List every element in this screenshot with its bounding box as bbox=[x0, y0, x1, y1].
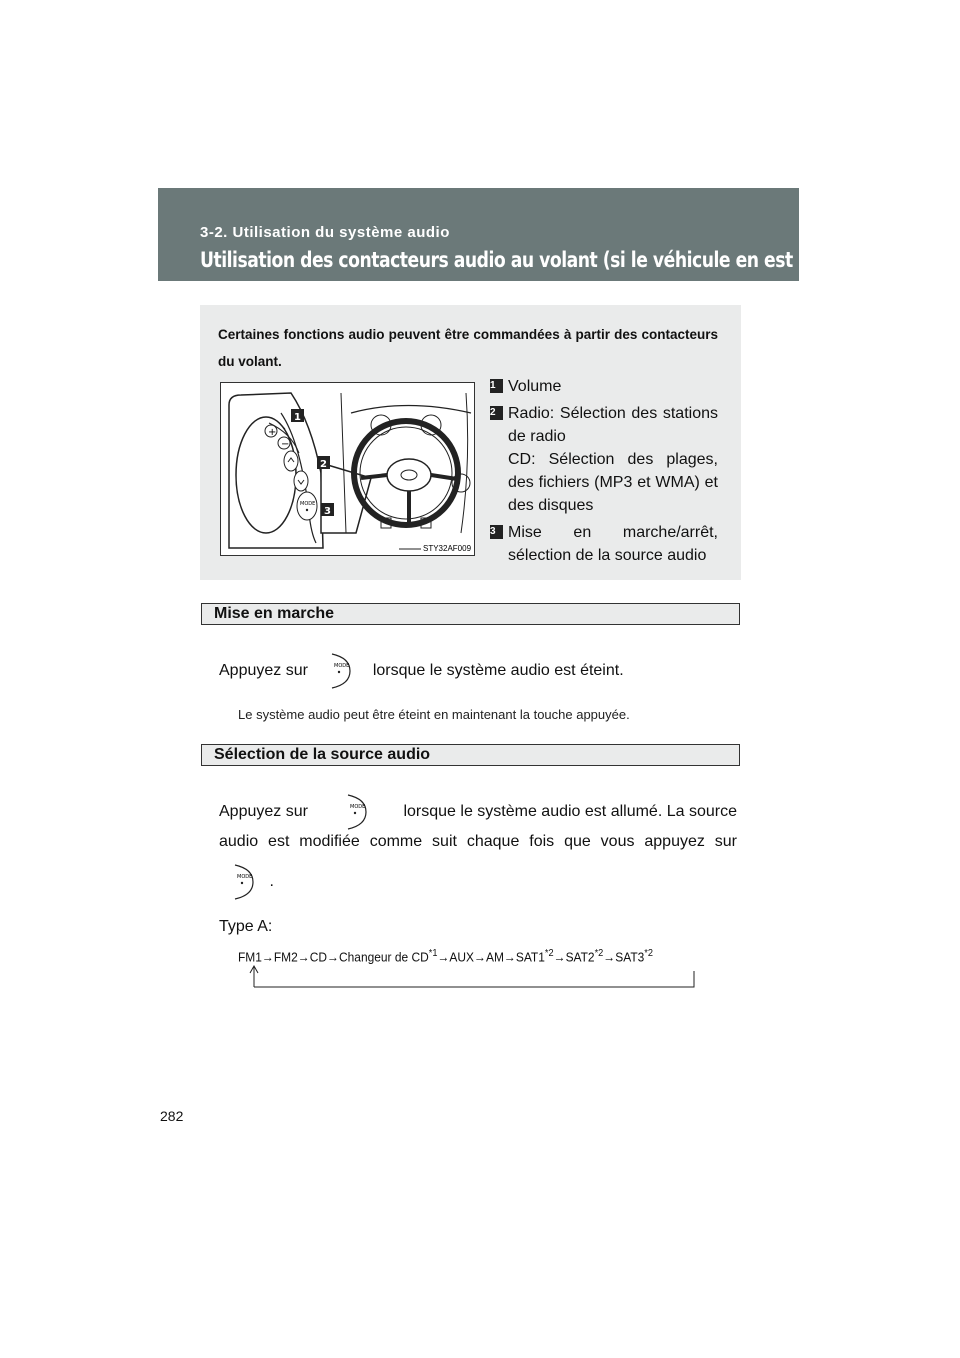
legend-item: CD: Sélection des plages, des fichiers (MP3 et WMA) et des disques bbox=[508, 451, 718, 514]
chapter-header bbox=[158, 188, 848, 281]
section-label: 3-2. Utilisation du système audio bbox=[200, 224, 450, 241]
source-sequence: FM1→FM2→CD→Changeur de $CD^{*1}\to AUX\to AM\to SAT1^{*2}\to SAT2^{*2}\to SAT3^{*2}$ bbox=[238, 948, 653, 965]
number-badge: 3 bbox=[490, 525, 503, 539]
mode-button-icon bbox=[326, 652, 354, 690]
mode-button-icon bbox=[342, 793, 370, 831]
seek-down-icon bbox=[294, 471, 308, 491]
legend-list bbox=[490, 375, 718, 571]
svg-text:MODE: MODE bbox=[334, 662, 350, 669]
intro-box bbox=[200, 305, 741, 580]
loop-arrow bbox=[246, 965, 702, 991]
svg-text:MODE: MODE bbox=[237, 873, 253, 880]
seek-up-icon bbox=[284, 451, 298, 471]
section-heading-source: Sélection de la source audio bbox=[201, 744, 740, 766]
svg-text:MODE: MODE bbox=[349, 804, 365, 810]
figure-mode-label: MODE bbox=[300, 501, 316, 507]
svg-text:2: 2 bbox=[320, 459, 327, 470]
steering-wheel-figure bbox=[220, 382, 475, 556]
legend-item: 1 Volume bbox=[490, 378, 562, 395]
steering-wheel-illustration bbox=[221, 383, 474, 555]
svg-text:+: + bbox=[268, 427, 277, 438]
svg-text:−: − bbox=[281, 439, 290, 450]
legend-item: 2 Radio: Sélection des stations de radio bbox=[490, 405, 718, 445]
source-instruction-line3: MODE . bbox=[229, 862, 274, 902]
legend-item: 3 Mise en marche/arrêt, sélection de la source audio bbox=[490, 524, 718, 564]
power-on-instruction: Appuyez sur MODE lorsque le système audio est éteint. bbox=[219, 651, 624, 691]
page-title: Utilisation des contacteurs audio au volant (si le véhicule en est doté) bbox=[200, 248, 848, 272]
power-on-note: Le système audio peut être éteint en maintenant la touche appuyée. bbox=[238, 707, 630, 722]
section-heading-power-on: Mise en marche bbox=[201, 603, 740, 625]
type-label: Type A: bbox=[219, 918, 273, 935]
figure-code: STY32AF009 bbox=[423, 544, 472, 553]
svg-text:1: 1 bbox=[294, 412, 301, 423]
svg-text:3: 3 bbox=[324, 506, 331, 517]
source-instruction-line2: audio est modifiée comme suit chaque fois que vous appuyez sur bbox=[219, 833, 737, 850]
mode-button-icon bbox=[229, 863, 257, 901]
source-instruction-line1: Appuyez sur MODE lorsque le système audio est allumé. La source bbox=[219, 792, 737, 832]
number-badge: 2 bbox=[490, 406, 503, 420]
intro-text: Certaines fonctions audio peuvent être commandées à partir des contacteurs du volant. bbox=[218, 327, 718, 369]
number-badge: 1 bbox=[490, 379, 503, 393]
page-number: 282 bbox=[160, 1108, 184, 1124]
